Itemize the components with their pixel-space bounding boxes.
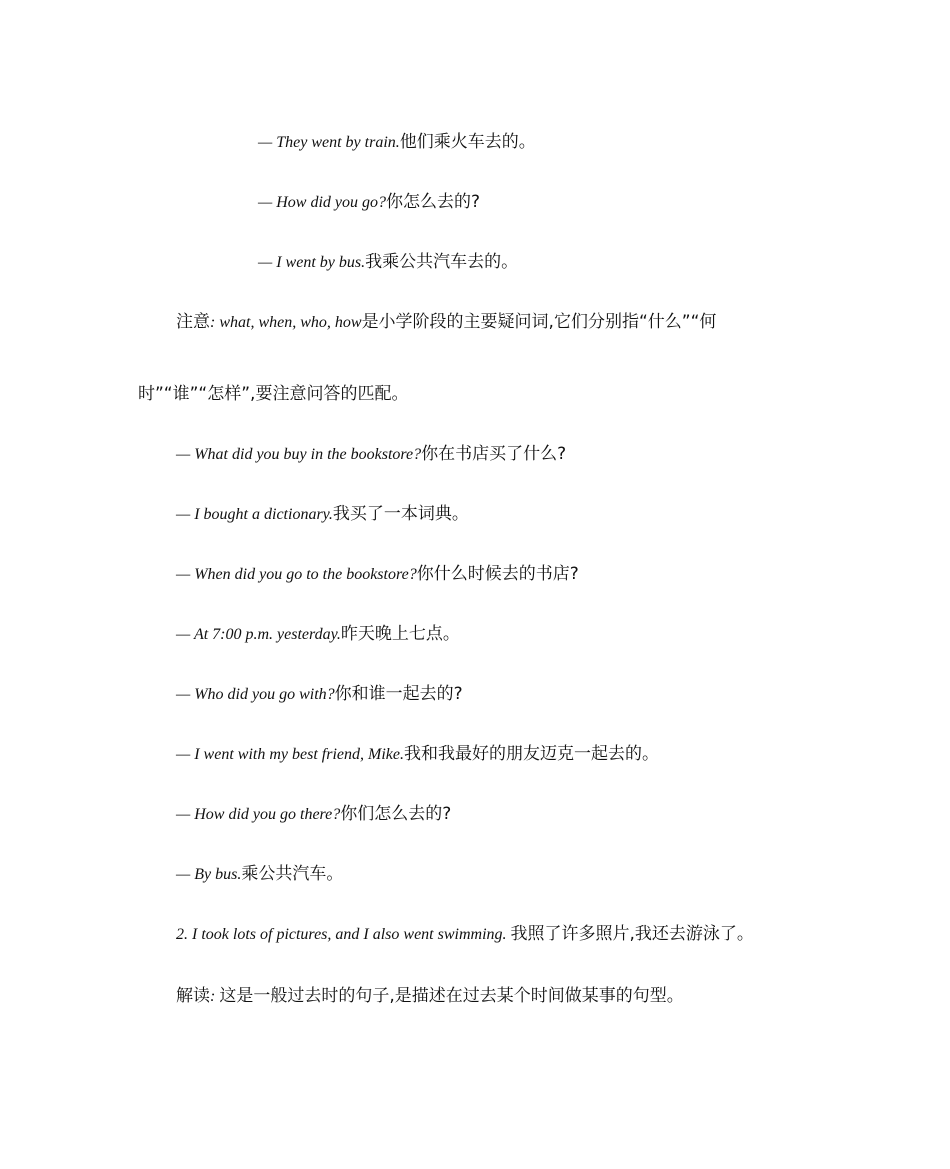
chinese-text: 我和我最好的朋友迈克一起去的。	[403, 744, 659, 764]
chinese-text: 时”“谁”“怎样”,要注意问答的匹配。	[138, 384, 409, 404]
english-text: :	[210, 988, 220, 1005]
chinese-text: 你怎么去的?	[386, 192, 481, 212]
chinese-text: 注意	[176, 312, 210, 332]
chinese-text: 是小学阶段的主要疑问词,它们分别指“什么”“何	[361, 312, 717, 332]
chinese-text: 他们乘火车去的。	[399, 132, 536, 152]
explanation-line	[176, 985, 684, 1008]
example-sentence	[176, 923, 754, 946]
english-text: — At 7:00 p.m. yesterday.	[176, 626, 341, 643]
english-text: — How did you go?	[258, 194, 386, 211]
dialogue-line	[258, 131, 536, 154]
note-paragraph-line	[176, 311, 716, 334]
english-text: — I went with my best friend, Mike.	[176, 746, 404, 763]
chinese-text: 你和谁一起去的?	[334, 684, 463, 704]
chinese-text: 昨天晚上七点。	[340, 624, 460, 644]
english-text: — When did you go to the bookstore?	[176, 566, 417, 583]
english-text: 2. I took lots of pictures, and I also went swimming.	[176, 926, 511, 943]
dialogue-line	[176, 683, 463, 706]
note-paragraph-line	[138, 383, 408, 405]
dialogue-line	[176, 803, 451, 826]
dialogue-line	[258, 191, 480, 214]
english-text: — They went by train.	[258, 134, 400, 151]
dialogue-line	[176, 563, 579, 586]
english-text: — By bus.	[176, 866, 242, 883]
chinese-text: 我买了一本词典。	[332, 504, 469, 524]
chinese-text: 乘公共汽车。	[241, 864, 344, 884]
dialogue-line	[176, 863, 343, 886]
chinese-text: 你什么时候去的书店?	[416, 564, 579, 584]
english-text: — I bought a dictionary.	[176, 506, 333, 523]
dialogue-line	[176, 443, 566, 466]
dialogue-line	[176, 503, 469, 526]
dialogue-line	[176, 743, 659, 766]
chinese-text: 你在书店买了什么?	[421, 444, 567, 464]
chinese-text: 这是一般过去时的句子,是描述在过去某个时间做某事的句型。	[219, 986, 684, 1006]
english-text: : what, when, who, how	[210, 314, 362, 331]
chinese-text: 我乘公共汽车去的。	[365, 252, 519, 272]
chinese-text: 你们怎么去的?	[340, 804, 452, 824]
chinese-text: 我照了许多照片,我还去游泳了。	[510, 924, 754, 944]
english-text: — I went by bus.	[258, 254, 366, 271]
english-text: — What did you buy in the bookstore?	[176, 446, 422, 463]
dialogue-line	[176, 623, 460, 646]
english-text: — Who did you go with?	[176, 686, 335, 703]
english-text: — How did you go there?	[176, 806, 341, 823]
chinese-text: 解读	[176, 986, 210, 1006]
dialogue-line	[258, 251, 518, 274]
